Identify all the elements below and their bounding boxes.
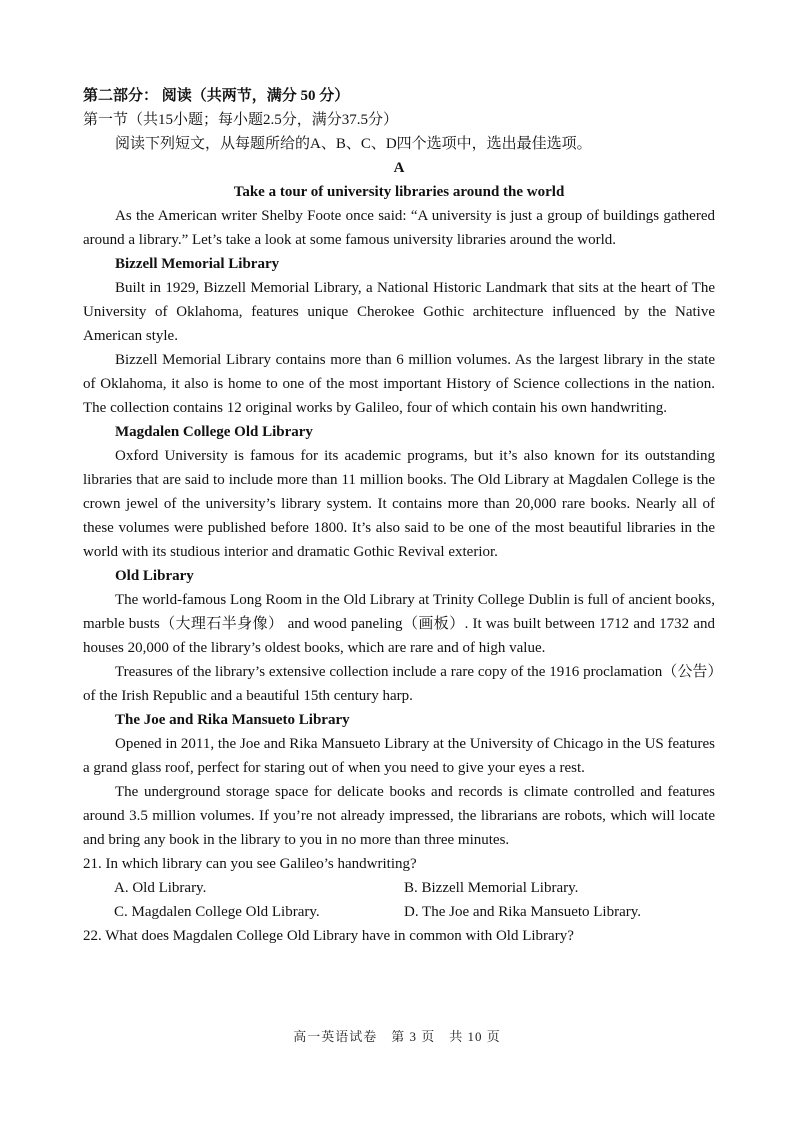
library-heading: The Joe and Rika Mansueto Library bbox=[115, 712, 350, 728]
question-21-stem: 21. In which library can you see Galileo’s handwriting? bbox=[83, 856, 417, 872]
option-b: B. Bizzell Memorial Library. bbox=[404, 880, 579, 896]
passage-title: Take a tour of university libraries around the world bbox=[233, 184, 565, 200]
library-paragraph: Bizzell Memorial Library contains more than 6 million volumes. As the largest library in the state of Oklahoma, it also is home to one of the most important History of Science collections in the nation. The collection contains 12 original works by Galileo, four of which contain his own handwriting. bbox=[83, 352, 715, 416]
option-a: A. Old Library. bbox=[114, 880, 207, 896]
library-paragraph: Oxford University is famous for its academic programs, but it’s also known for its outstanding libraries that are said to include more than 11 million books. The Old Library at Magdalen College is the crown jewel of the university’s library system. It contains more than 20,000 rare books. Nearly all of these volumes were published before 1800. It’s also said to be one of the most beautiful libraries in the world with its studious interior and dramatic Gothic Revival exterior. bbox=[83, 448, 715, 560]
question-21-options-row-1 bbox=[83, 876, 715, 900]
question-22-stem: 22. What does Magdalen College Old Library have in common with Old Library? bbox=[83, 928, 574, 944]
exam-page bbox=[83, 84, 715, 948]
library-paragraph: The world-famous Long Room in the Old Library at Trinity College Dublin is full of ancient books, marble busts（大理石半身像） and wood paneling（画板）. It was built between 1712 and 1732 and houses 20,000 of the library’s oldest books, which are rare and of high value. bbox=[83, 592, 715, 656]
library-paragraph: The underground storage space for delicate books and records is climate controlled and features around 3.5 million volumes. If you’re not already impressed, the librarians are robots, which will locate and bring any book in the library to you in no more than three minutes. bbox=[83, 784, 715, 848]
library-paragraph: Treasures of the library’s extensive collection include a rare copy of the 1916 proclamation（公告）of the Irish Republic and a beautiful 15th century harp. bbox=[83, 664, 715, 704]
page-footer: 高一英语试卷 第 3 页 共 10 页 bbox=[293, 1029, 501, 1044]
part-title: 第二部分： 阅读（共两节，满分 50 分） bbox=[83, 88, 350, 104]
subsection-title: 第一节（共15小题；每小题2.5分，满分37.5分） bbox=[83, 112, 399, 128]
passage-intro: As the American writer Shelby Foote once said: “A university is just a group of buildings gathered around a library.” Let’s take a look at some famous university libraries around the world. bbox=[83, 208, 715, 248]
passage-letter: A bbox=[393, 160, 405, 176]
library-paragraph: Opened in 2011, the Joe and Rika Mansueto Library at the University of Chicago in the US features a grand glass roof, perfect for staring out of when you need to give your eyes a rest. bbox=[83, 736, 715, 776]
question-21-options-row-2 bbox=[83, 900, 715, 924]
option-c: C. Magdalen College Old Library. bbox=[114, 904, 320, 920]
option-d: D. The Joe and Rika Mansueto Library. bbox=[404, 904, 642, 920]
library-heading: Magdalen College Old Library bbox=[115, 424, 313, 440]
library-paragraph: Built in 1929, Bizzell Memorial Library, a National Historic Landmark that sits at the heart of The University of Oklahoma, features unique Cherokee Gothic architecture influenced by the Native American style. bbox=[83, 280, 715, 344]
library-heading: Old Library bbox=[115, 568, 194, 584]
instruction: 阅读下列短文，从每题所给的A、B、C、D四个选项中，选出最佳选项。 bbox=[115, 136, 592, 152]
library-heading: Bizzell Memorial Library bbox=[115, 256, 280, 272]
